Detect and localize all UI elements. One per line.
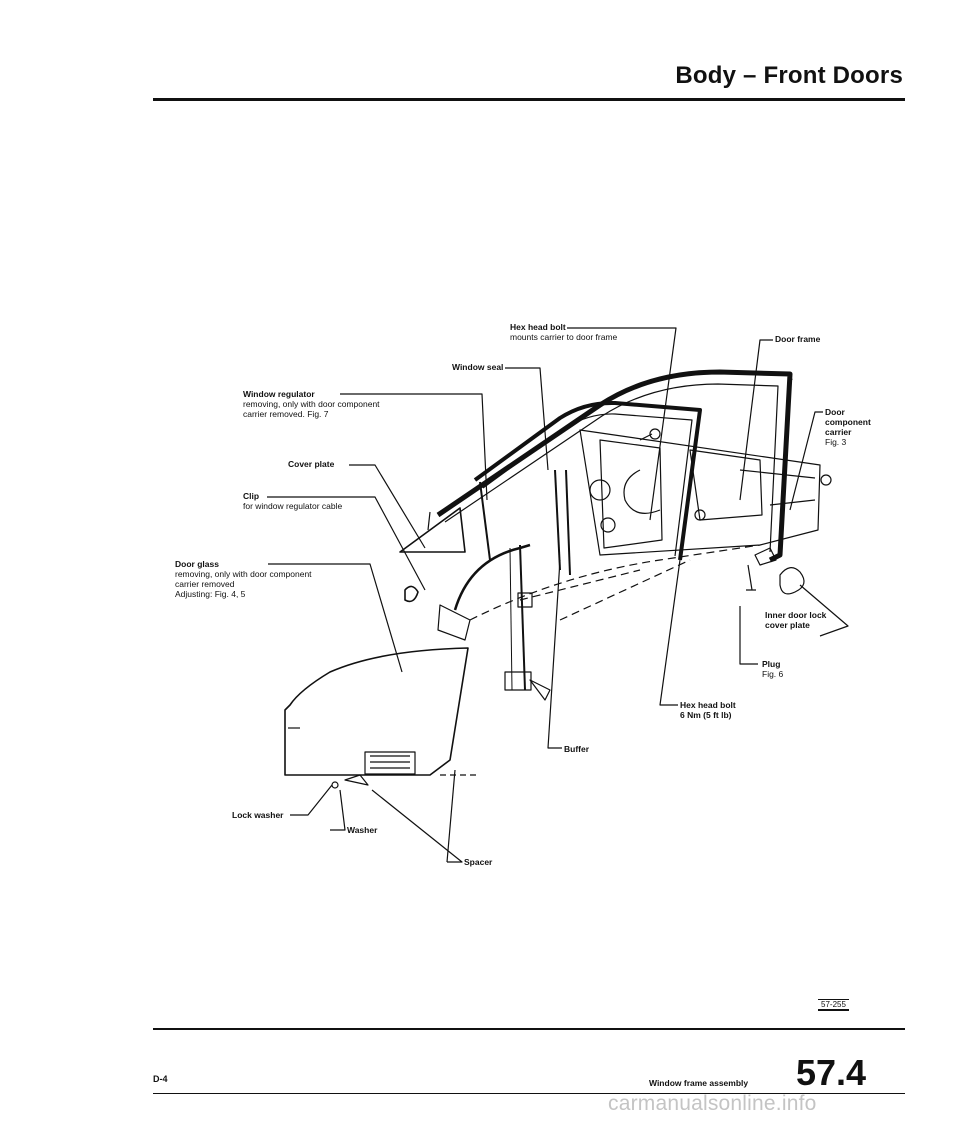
label-inner-door-lock: Inner door lock cover plate — [765, 610, 827, 630]
label-door-component-carrier: Door component carrier Fig. 3 — [825, 407, 871, 447]
figure-id: 57-255 — [818, 999, 849, 1011]
label-door-glass: Door glass removing, only with door component carrier removed Adjusting: Fig. 4, 5 — [175, 559, 312, 599]
section-number: 57.4 — [796, 1052, 867, 1093]
watermark: carmanualsonline.info — [608, 1092, 817, 1115]
footer-caption: Window frame assembly — [649, 1078, 749, 1088]
label-clip: Clip for window regulator cable — [243, 491, 343, 511]
footer-page-code: D-4 — [153, 1074, 168, 1084]
label-window-regulator: Window regulator removing, only with door component carrier removed. Fig. 7 — [243, 389, 380, 419]
label-washer: Washer — [347, 825, 378, 835]
label-window-seal: Window seal — [452, 362, 504, 372]
label-door-frame: Door frame — [775, 334, 821, 344]
inner-lock-plate-shape — [780, 568, 804, 594]
label-hex-head-bolt-top: Hex head bolt mounts carrier to door frame — [510, 322, 618, 342]
label-buffer: Buffer — [564, 744, 590, 754]
label-hex-head-bolt-bottom: Hex head bolt 6 Nm (5 ft lb) — [680, 700, 736, 720]
label-cover-plate: Cover plate — [288, 459, 335, 469]
label-spacer: Spacer — [464, 857, 493, 867]
footer-rule — [153, 1028, 905, 1030]
page-title: Body – Front Doors — [675, 62, 903, 89]
clip-shape — [405, 586, 418, 601]
regulator-arm — [455, 545, 530, 610]
label-plug: Plug Fig. 6 — [762, 659, 784, 679]
label-lock-washer: Lock washer — [232, 810, 284, 820]
